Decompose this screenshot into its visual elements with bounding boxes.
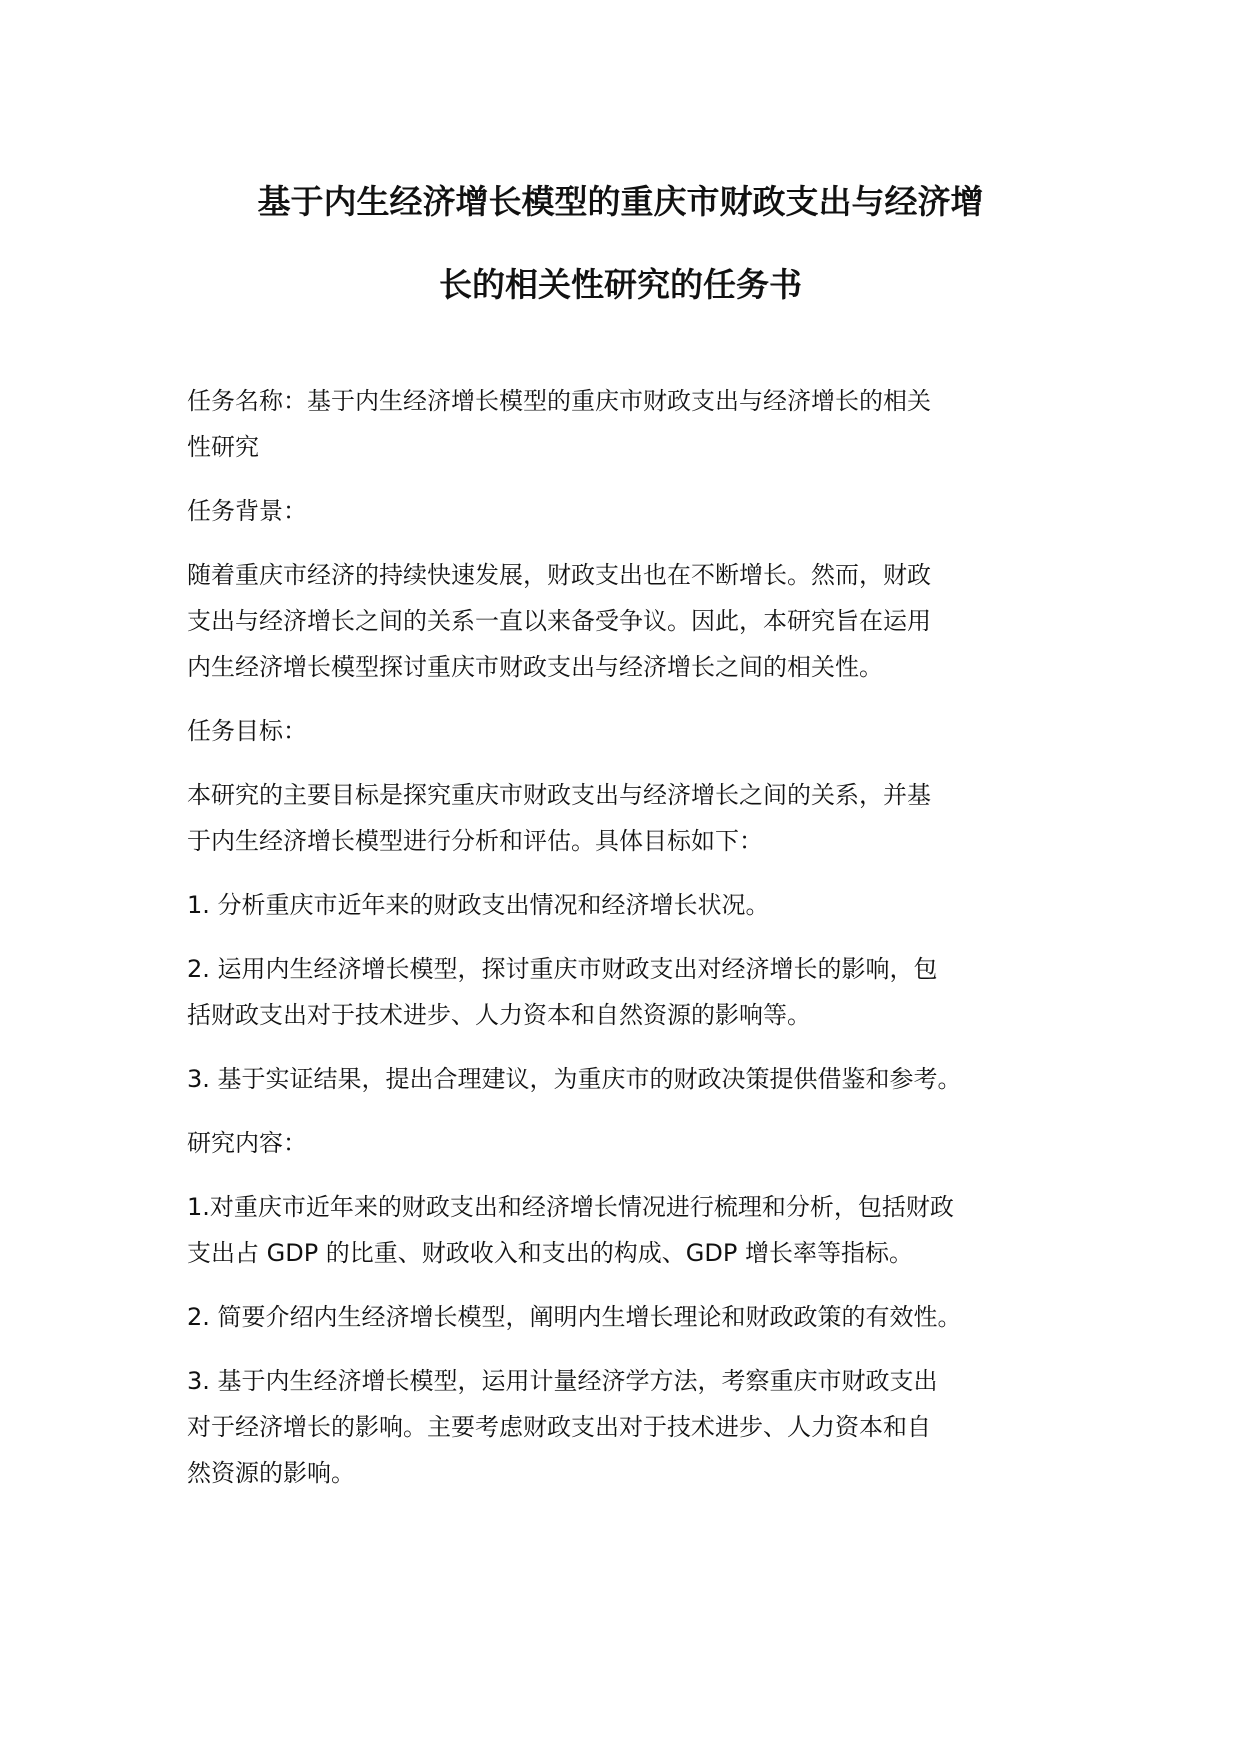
paragraph-line: 1.对重庆市近年来的财政支出和经济增长情况进行梳理和分析，包括财政 — [187, 1193, 954, 1221]
paragraph-line: 性研究 — [187, 433, 259, 461]
paragraph-line: 于内生经济增长模型进行分析和评估。具体目标如下： — [187, 827, 763, 855]
paragraph-line: 然资源的影响。 — [187, 1459, 355, 1487]
paragraph-line: 3. 基于内生经济增长模型，运用计量经济学方法，考察重庆市财政支出 — [187, 1367, 938, 1395]
paragraph-line: 1. 分析重庆市近年来的财政支出情况和经济增长状况。 — [187, 891, 770, 919]
paragraph-line: 内生经济增长模型探讨重庆市财政支出与经济增长之间的相关性。 — [187, 653, 883, 681]
paragraph-line: 支出与经济增长之间的关系一直以来备受争议。因此，本研究旨在运用 — [187, 607, 931, 635]
objectives-heading — [187, 708, 1067, 754]
paragraph-line: 随着重庆市经济的持续快速发展，财政支出也在不断增长。然而，财政 — [187, 561, 931, 589]
paragraph-line: 对于经济增长的影响。主要考虑财政支出对于技术进步、人力资本和自 — [187, 1413, 931, 1441]
objectives-paragraph — [187, 772, 1067, 864]
objective-item-3 — [187, 1056, 1067, 1102]
section-heading: 任务背景： — [187, 497, 307, 525]
paragraph-line: 2. 简要介绍内生经济增长模型，阐明内生增长理论和财政政策的有效性。 — [187, 1303, 962, 1331]
objective-item-1 — [187, 882, 1067, 928]
research-item-2 — [187, 1294, 1067, 1340]
paragraph-line: 括财政支出对于技术进步、人力资本和自然资源的影响等。 — [187, 1001, 811, 1029]
research-item-1 — [187, 1184, 1067, 1276]
task-name-paragraph — [187, 378, 1067, 470]
objective-item-2 — [187, 946, 1067, 1038]
document-body — [187, 378, 1067, 1514]
paragraph-line: 3. 基于实证结果，提出合理建议，为重庆市的财政决策提供借鉴和参考。 — [187, 1065, 962, 1093]
document-title-line-1: 基于内生经济增长模型的重庆市财政支出与经济增 — [257, 182, 984, 221]
section-heading: 研究内容： — [187, 1129, 307, 1157]
paragraph-line: 本研究的主要目标是探究重庆市财政支出与经济增长之间的关系，并基 — [187, 781, 931, 809]
research-item-3 — [187, 1358, 1067, 1496]
background-heading — [187, 488, 1067, 534]
paragraph-line: 任务名称：基于内生经济增长模型的重庆市财政支出与经济增长的相关 — [187, 387, 931, 415]
paragraph-line: 2. 运用内生经济增长模型，探讨重庆市财政支出对经济增长的影响，包 — [187, 955, 938, 983]
background-paragraph — [187, 552, 1067, 690]
research-content-heading — [187, 1120, 1067, 1166]
paragraph-line: 支出占 GDP 的比重、财政收入和支出的构成、GDP 增长率等指标。 — [187, 1239, 913, 1267]
section-heading: 任务目标： — [187, 717, 307, 745]
document-title-line-2: 长的相关性研究的任务书 — [439, 265, 802, 304]
